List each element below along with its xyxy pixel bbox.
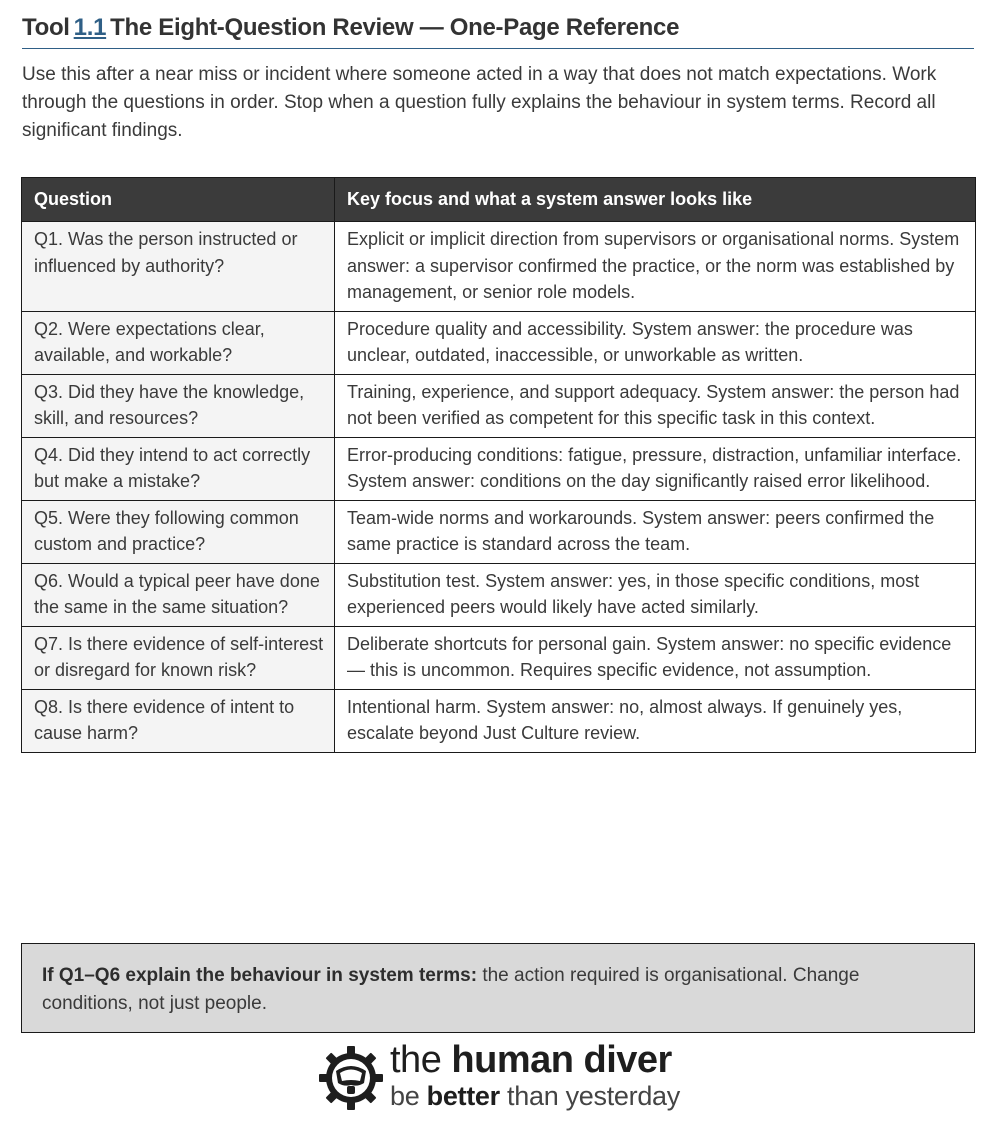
table-row <box>22 437 976 500</box>
question-cell <box>22 689 335 752</box>
tag-post: than yesterday <box>499 1081 680 1111</box>
question-text: Q2. Were expectations clear, available, and workable? <box>34 318 265 365</box>
table-row <box>22 689 976 752</box>
brand-name <box>390 1039 672 1082</box>
focus-cell <box>335 222 976 312</box>
focus-text: Error-producing conditions: fatigue, pressure, distraction, unfamiliar interface. System answer: conditions on the day significantly raised error likelihood. <box>347 444 962 491</box>
brand-tagline <box>390 1081 680 1112</box>
focus-cell <box>335 374 976 437</box>
focus-cell <box>335 689 976 752</box>
table-row <box>22 311 976 374</box>
question-cell <box>22 563 335 626</box>
table-row <box>22 563 976 626</box>
intro-paragraph: Use this after a near miss or incident where someone acted in a way that does not match expectations. Work through the questions in order. Stop when a question fully explains the behaviour in system terms. Record all significant findings. <box>22 64 937 141</box>
focus-cell <box>335 437 976 500</box>
tag-bold: better <box>426 1081 500 1111</box>
question-cell <box>22 311 335 374</box>
page-title <box>22 14 974 49</box>
question-text: Q4. Did they intend to act correctly but make a mistake? <box>34 444 311 491</box>
focus-text: Team-wide norms and workarounds. System answer: peers confirmed the same practice is standard across the team. <box>347 507 935 554</box>
table-row <box>22 500 976 563</box>
focus-text: Training, experience, and support adequacy. System answer: the person had not been verified as competent for this specific task in this context. <box>347 381 960 428</box>
question-text: Q3. Did they have the knowledge, skill, and resources? <box>34 381 305 428</box>
focus-cell <box>335 500 976 563</box>
focus-text: Deliberate shortcuts for personal gain. System answer: no specific evidence — this is uncommon. Requires specific evidence, not assumption. <box>347 633 952 680</box>
focus-text: Intentional harm. System answer: no, almost always. If genuinely yes, escalate beyond Just Culture review. <box>347 696 903 743</box>
gear-diver-mask-icon <box>318 1045 384 1111</box>
focus-cell <box>335 626 976 689</box>
question-cell <box>22 222 335 312</box>
brand-logo <box>318 1039 708 1115</box>
question-cell <box>22 437 335 500</box>
brand-bold: human diver <box>451 1039 672 1081</box>
question-cell <box>22 374 335 437</box>
table-row <box>22 626 976 689</box>
brand-pre: the <box>390 1039 452 1081</box>
focus-cell <box>335 563 976 626</box>
table-row <box>22 374 976 437</box>
question-text: Q8. Is there evidence of intent to cause harm? <box>34 696 295 743</box>
table-header-row <box>22 178 976 222</box>
focus-text: Substitution test. System answer: yes, in those specific conditions, most experienced peers would likely have acted similarly. <box>347 570 920 617</box>
header-question: Question <box>22 178 335 222</box>
tool-word: Tool <box>22 14 70 41</box>
tool-number-link[interactable]: 1.1 <box>73 14 107 41</box>
tag-pre: be <box>390 1081 427 1111</box>
title-text: The Eight-Question Review — One-Page Reference <box>110 14 680 41</box>
question-text: Q7. Is there evidence of self-interest or disregard for known risk? <box>34 633 324 680</box>
callout-text: the action required is organisational. Change conditions, not just people. <box>42 965 860 1014</box>
header-focus: Key focus and what a system answer looks like <box>335 178 976 222</box>
callout-bold: If Q1–Q6 explain the behaviour in system terms: <box>42 965 478 986</box>
question-text: Q1. Was the person instructed or influenced by authority? <box>34 229 298 276</box>
table-row <box>22 222 976 312</box>
question-cell <box>22 626 335 689</box>
focus-text: Explicit or implicit direction from supervisors or organisational norms. System answer: a supervisor confirmed the practice, or the norm was established by management, or senior role models. <box>347 229 960 302</box>
question-text: Q5. Were they following common custom and practice? <box>34 507 299 554</box>
question-text: Q6. Would a typical peer have done the same in the same situation? <box>34 570 320 617</box>
focus-cell <box>335 311 976 374</box>
review-table <box>21 177 976 753</box>
question-cell <box>22 500 335 563</box>
callout-box <box>21 943 975 1033</box>
focus-text: Procedure quality and accessibility. System answer: the procedure was unclear, outdated, inaccessible, or unworkable as written. <box>347 318 913 365</box>
